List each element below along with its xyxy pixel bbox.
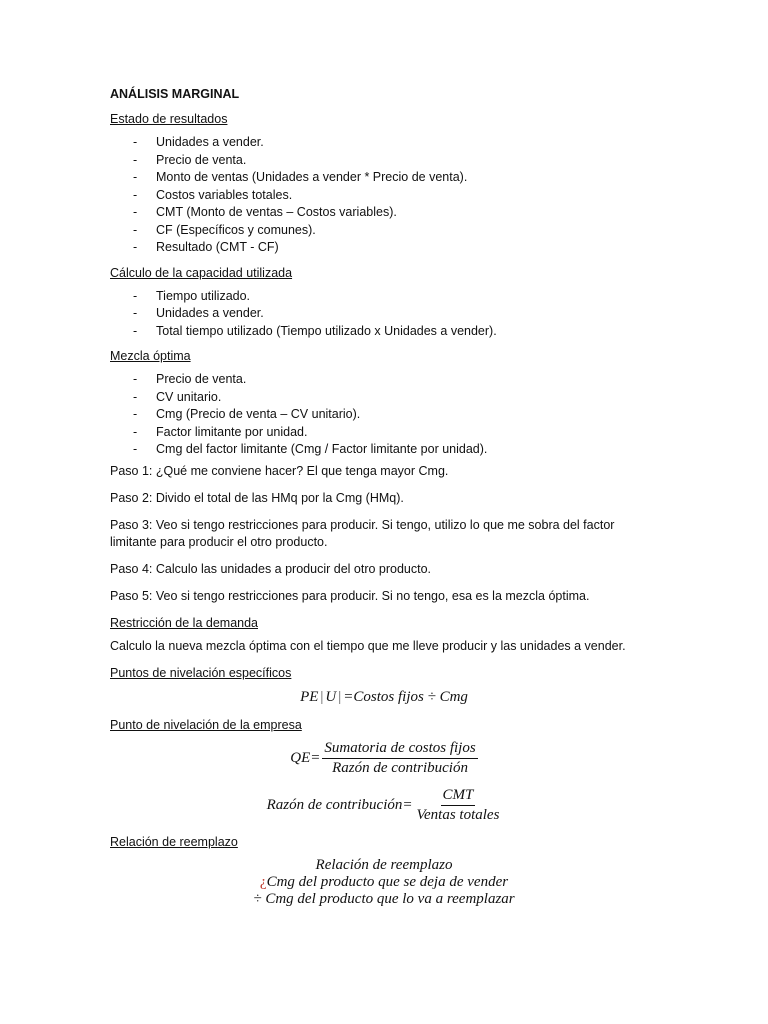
formula-reemplazo-line3: ÷ Cmg del producto que lo va a reemplazar	[253, 890, 515, 907]
list-item: - Precio de venta.	[110, 371, 658, 389]
list-item: - Cmg del factor limitante (Cmg / Factor limitante por unidad).	[110, 441, 658, 459]
paso-2: Paso 2: Divido el total de las HMq por la Cmg (HMq).	[110, 490, 404, 505]
paso-1: Paso 1: ¿Qué me conviene hacer? El que tenga mayor Cmg.	[110, 463, 449, 478]
formula-qe-fraction	[322, 740, 477, 777]
document-title: ANÁLISIS MARGINAL	[110, 87, 240, 101]
paso-4: Paso 4: Calculo las unidades a producir del otro producto.	[110, 561, 432, 576]
section-heading-capacidad: Cálculo de la capacidad utilizada	[110, 265, 293, 280]
restriccion-text: Calculo la nueva mezcla óptima con el tiempo que me lleve producir y las unidades a vender.	[110, 638, 626, 653]
formula-pe-u: U	[325, 688, 337, 705]
list-item: - Monto de ventas (Unidades a vender * Precio de venta).	[110, 169, 658, 187]
section-heading-puntos-especificos: Puntos de nivelación específicos	[110, 665, 292, 680]
inverted-question-mark: ¿	[259, 873, 267, 890]
section-heading-reemplazo: Relación de reemplazo	[110, 834, 238, 849]
list-item: - Unidades a vender.	[110, 134, 658, 152]
section-heading-mezcla: Mezcla óptima	[110, 349, 191, 363]
section-heading-estado: Estado de resultados	[110, 112, 228, 126]
list-mezcla	[110, 371, 658, 459]
list-item: - Unidades a vender.	[110, 305, 658, 323]
list-item: - Costos variables totales.	[110, 187, 658, 205]
formula-razon-fraction	[415, 787, 502, 824]
paso-3: Paso 3: Veo si tengo restricciones para producir. Si tengo, utilizo lo que me sobra del factor limitante para producir el otro producto.	[110, 517, 615, 549]
section-heading-restriccion: Restricción de la demanda	[110, 615, 258, 630]
formula-reemplazo-line2	[110, 874, 658, 891]
formula-qe-lhs: QE=	[290, 749, 321, 766]
paso-5: Paso 5: Veo si tengo restricciones para producir. Si no tengo, esa es la mezcla óptima.	[110, 588, 590, 603]
formula-pe: PE | U | =Costos fijos ÷ Cmg	[300, 688, 468, 705]
formula-reemplazo-line1: Relación de reemplazo	[315, 856, 453, 873]
formula-pe-rhs: =Costos fijos ÷ Cmg	[343, 688, 468, 705]
list-item: - CV unitario.	[110, 389, 658, 407]
formula-reemplazo	[110, 857, 658, 908]
formula-pe-lhs: PE	[300, 688, 319, 705]
list-item: - Factor limitante por unidad.	[110, 424, 658, 442]
formula-razon-denominator: Ventas totales	[416, 806, 500, 823]
formula-reemplazo-line2-text: Cmg del producto que se deja de vender	[266, 873, 509, 890]
list-item: - Tiempo utilizado.	[110, 288, 658, 306]
formula-razon-lhs: Razón de contribución=	[266, 796, 413, 813]
list-item: - Total tiempo utilizado (Tiempo utilizado x Unidades a vender).	[110, 323, 658, 341]
list-item: - Cmg (Precio de venta – CV unitario).	[110, 406, 658, 424]
formula-qe	[110, 740, 658, 777]
formula-razon	[110, 787, 658, 824]
formula-qe-denominator: Razón de contribución	[332, 759, 468, 776]
section-heading-punto-empresa: Punto de nivelación de la empresa	[110, 717, 302, 732]
formula-qe-numerator: Sumatoria de costos fijos	[322, 740, 477, 759]
list-item: - CMT (Monto de ventas – Costos variables).	[110, 204, 658, 222]
list-capacidad	[110, 288, 658, 341]
formula-razon-numerator: CMT	[441, 787, 476, 806]
list-item: - CF (Específicos y comunes).	[110, 222, 658, 240]
list-item: - Resultado (CMT - CF)	[110, 239, 658, 257]
list-estado	[110, 134, 658, 257]
list-item: - Precio de venta.	[110, 152, 658, 170]
